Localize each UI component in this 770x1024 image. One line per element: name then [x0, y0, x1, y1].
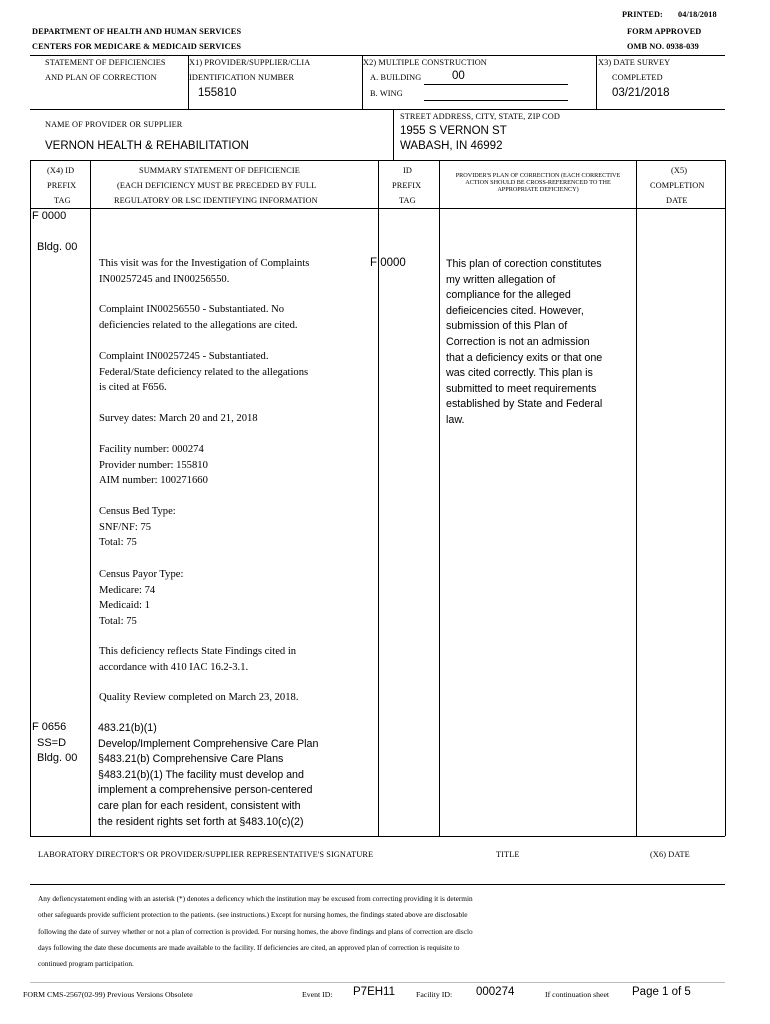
address-line-2: WABASH, IN 46992: [400, 140, 503, 152]
event-id-label: Event ID:: [302, 990, 333, 999]
page-number: Page 1 of 5: [632, 986, 691, 998]
divider-x3: [596, 55, 597, 109]
top-box-divider: [30, 109, 725, 110]
table-bottom: [30, 836, 725, 837]
tag-f0656: F 0656: [32, 721, 67, 733]
top-border: [30, 55, 725, 56]
address-line-1: 1955 S VERNON ST: [400, 125, 507, 137]
summary-paragraph-6: Census Bed Type: SNF/NF: 75 Total: 75: [99, 506, 176, 549]
x4-header-2: PREFIX: [47, 181, 77, 190]
date-survey-label-2: COMPLETED: [612, 73, 663, 82]
plan-of-correction-text: This plan of corection constitutes my written allegation of compliance for the alleged defieicencies cited. However, submission of this Plan of Correction is not an admission that a deficiency exits or that one was cited correctly. This plan is submitted to meet requirements established by State and Federal law.: [446, 258, 603, 426]
plan-id-tag: F 0000: [370, 257, 406, 269]
id-header-3: TAG: [399, 196, 416, 205]
building-label: A. BUILDING: [370, 73, 422, 82]
summary-paragraph-9: Quality Review completed on March 23, 2018.: [99, 692, 299, 703]
summary-header-1: SUMMARY STATEMENT OF DEFICIENCIE: [139, 166, 300, 175]
table-left-border: [30, 160, 31, 836]
printed-date: 04/18/2018: [678, 10, 717, 19]
multiple-construction-label: X2) MULTIPLE CONSTRUCTION: [363, 58, 487, 67]
summary-paragraph-4: Survey dates: March 20 and 21, 2018: [99, 413, 258, 424]
provider-name-label: NAME OF PROVIDER OR SUPPLIER: [45, 120, 183, 129]
signature-underline: [30, 884, 725, 885]
form-approved: FORM APPROVED: [627, 27, 702, 36]
continuation-label: If continuation sheet: [545, 990, 610, 999]
department-title: DEPARTMENT OF HEALTH AND HUMAN SERVICES: [32, 27, 242, 36]
summary-paragraph-3: Complaint IN00257245 - Substantiated. Federal/State deficiency related to the allegations is cited at F656.: [99, 351, 309, 394]
centers-title: CENTERS FOR MEDICARE & MEDICAID SERVICES: [32, 42, 242, 51]
date-label: (X6) DATE: [650, 850, 690, 859]
summary-header-3: REGULATORY OR LSC IDENTIFYING INFORMATION: [114, 196, 318, 205]
signature-label: LABORATORY DIRECTOR'S OR PROVIDER/SUPPLIER REPRESENTATIVE'S SIGNATURE: [38, 850, 374, 859]
x5-header-1: (X5): [671, 166, 688, 175]
summary-header-2: (EACH DEFICIENCY MUST BE PRECEDED BY FULL: [117, 181, 317, 190]
x4-header-3: TAG: [54, 196, 71, 205]
date-survey-label-1: X3) DATE SURVEY: [598, 58, 671, 67]
bldg-label-2: Bldg. 00: [37, 752, 78, 764]
ss-label: SS=D: [37, 737, 67, 749]
tag-f0000: F 0000: [32, 210, 67, 222]
summary-paragraph-7: Census Payor Type: Medicare: 74 Medicaid: 1 Total: 75: [99, 569, 184, 627]
wing-label: B. WING: [370, 89, 403, 98]
provider-id-label-1: X1) PROVIDER/SUPPLIER/CLIA: [189, 58, 311, 67]
footer-divider: [30, 982, 725, 983]
title-label: TITLE: [496, 850, 520, 859]
col-divider-id: [439, 160, 440, 836]
provider-name-value: VERNON HEALTH & REHABILITATION: [45, 140, 249, 152]
x5-header-3: DATE: [666, 196, 688, 205]
provider-id-value: 155810: [198, 87, 237, 99]
summary-paragraph-1: This visit was for the Investigation of Complaints IN00257245 and IN00256550.: [99, 258, 310, 285]
statement-label-1: STATEMENT OF DEFICIENCIES: [45, 58, 166, 67]
col-divider-plan: [636, 160, 637, 836]
building-value: 00: [452, 70, 465, 82]
address-label: STREET ADDRESS, CITY, STATE, ZIP COD: [400, 112, 560, 121]
provider-id-label-2: IDENTIFICATION NUMBER: [189, 73, 295, 82]
building-underline: [424, 84, 568, 85]
statement-label-2: AND PLAN OF CORRECTION: [45, 73, 157, 82]
facility-id-label: Facility ID:: [416, 990, 453, 999]
table-right-border: [725, 160, 726, 836]
summary-paragraph-8: This deficiency reflects State Findings cited in accordance with 410 IAC 16.2-3.1.: [99, 646, 297, 673]
f656-description: 483.21(b)(1) Develop/Implement Comprehensive Care Plan §483.21(b) Comprehensive Care Plans §483.21(b)(1) The facility must develop and implement a comprehensive person-centered care plan for each resident, consistent with the resident rights set forth at §483.10(c)(2): [98, 722, 319, 828]
disclaimer-text: Any defiencystatement ending with an asterisk (*) denotes a deficency which the institution may be excused from correcting providing it is determin other safeguards provide sufficient protection to the patients. (see instructions.) Except for nursing homes, the findings stated above are disclosable following the date of survey whether or not a plan of correction is provided. For nursing homes, the above findings and plans of correction are disclo days following the date these documents are made available to the facility. If deficiencies are cited, an approved plan of correction is requisite to continued program participation.: [38, 894, 473, 969]
facility-id-value: 000274: [476, 986, 515, 998]
col-divider-tag: [90, 160, 91, 836]
x4-header-1: (X4) ID: [47, 166, 75, 175]
form-number: FORM CMS-2567(02-99) Previous Versions Obsolete: [23, 990, 193, 999]
summary-paragraph-5: Facility number: 000274 Provider number: 155810 AIM number: 100271660: [99, 444, 208, 487]
printed-label: PRINTED:: [622, 10, 663, 19]
omb-number: OMB NO. 0938-039: [627, 42, 699, 51]
bldg-label-1: Bldg. 00: [37, 241, 78, 253]
id-header-2: PREFIX: [392, 181, 422, 190]
event-id-value: P7EH11: [353, 986, 395, 998]
id-header-1: ID: [403, 166, 412, 175]
date-survey-value: 03/21/2018: [612, 87, 670, 99]
wing-underline: [424, 100, 568, 101]
plan-header: PROVIDER'S PLAN OF CORRECTION (EACH CORRECTIVE ACTION SHOULD BE CROSS-REFERENCED TO THE APPROPRIATE DEFICIENCY): [455, 172, 621, 193]
x5-header-2: COMPLETION: [650, 181, 705, 190]
divider-address: [393, 109, 394, 160]
summary-paragraph-2: Complaint IN00256550 - Substantiated. No deficiencies related to the allegations are cited.: [99, 304, 298, 331]
